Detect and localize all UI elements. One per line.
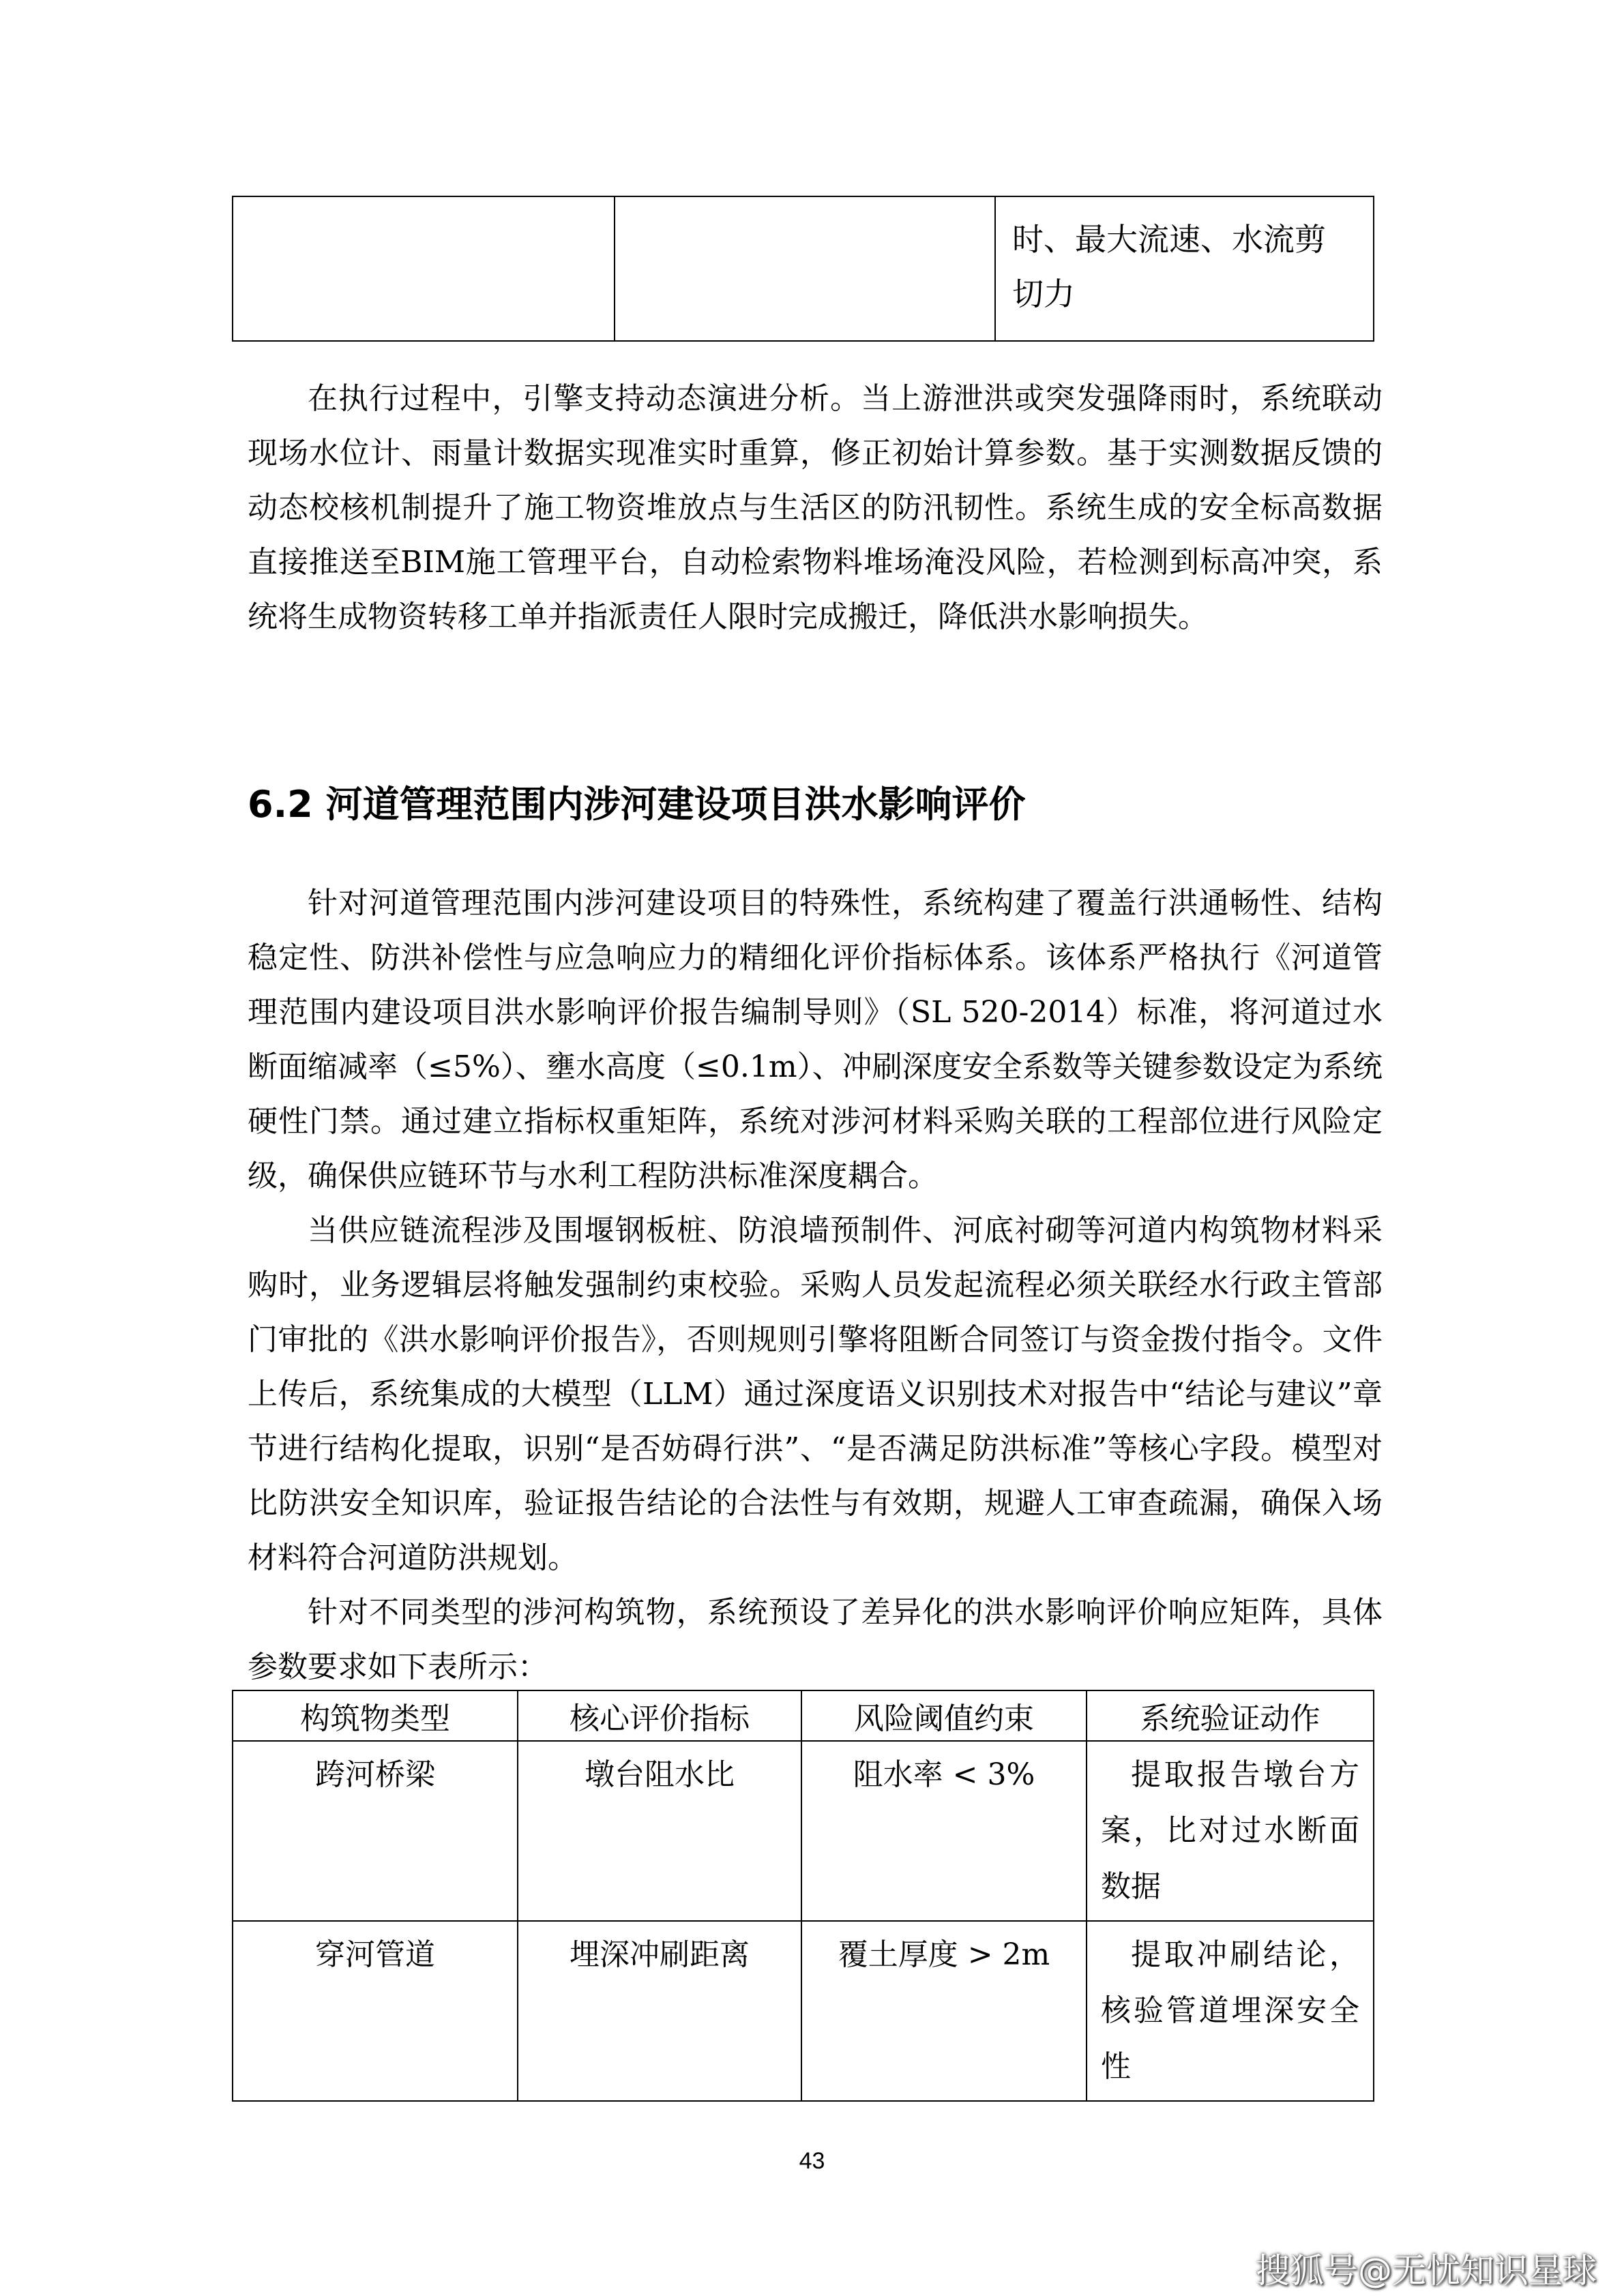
table-header-row [233,1690,1374,1741]
table-cell: 覆土厚度 > 2m [801,1921,1087,2101]
column-header: 风险阈值约束 [801,1690,1087,1741]
paragraph: 当供应链流程涉及围堰钢板桩、防浪墙预制件、河底衬砌等河道内构筑物材料采购时，业务逻辑层将触发强制约束校验。采购人员发起流程必须关联经水行政主管部门审批的《洪水影响评价报告》，否则规则引擎将阻断合同签订与资金拨付指令。文件上传后，系统集成的大模型（LLM）通过深度语义识别技术对报告中“结论与建议”章节进行结构化提取，识别“是否妨碍行洪”、“是否满足防洪标准”等核心字段。模型对比防洪安全知识库，验证报告结论的合法性与有效期，规避人工审查疏漏，确保入场材料符合河道防洪规划。 [248,1213,1383,1575]
table-row [233,196,1374,341]
table-cell: 跨河桥梁 [233,1741,518,1921]
continuation-table [232,196,1374,342]
table-cell: 穿河管道 [233,1921,518,2101]
paragraph: 在执行过程中，引擎支持动态演进分析。当上游泄洪或突发强降雨时，系统联动现场水位计、雨量计数据实现准实时重算，修正初始计算参数。基于实测数据反馈的动态校核机制提升了施工物资堆放点与生活区的防汛韧性。系统生成的安全标高数据直接推送至BIM施工管理平台，自动检索物料堆场淹没风险，若检测到标高冲突，系统将生成物资转移工单并指派责任人限时完成搬迁，降低洪水影响损失。 [248,381,1383,634]
table-cell: 提取冲刷结论，核验管道埋深安全性 [1087,1921,1374,2101]
column-header: 核心评价指标 [518,1690,801,1741]
table-row [233,1741,1374,1921]
table-cell: 阻水率 < 3% [801,1741,1087,1921]
column-header: 系统验证动作 [1087,1690,1374,1741]
section-heading: 6.2 河道管理范围内涉河建设项目洪水影响评价 [248,783,1026,826]
table-cell: 提取报告墩台方案，比对过水断面数据 [1087,1741,1374,1921]
table-cell [615,196,995,341]
page-number: 43 [799,2148,825,2174]
parameter-table [232,1690,1374,2102]
paragraph: 针对不同类型的涉河构筑物，系统预设了差异化的洪水影响评价响应矩阵，具体参数要求如下表所示： [248,1595,1383,1684]
table-cell: 时、最大流速、水流剪切力 [995,196,1374,341]
table-cell: 墩台阻水比 [518,1741,801,1921]
column-header: 构筑物类型 [233,1690,518,1741]
table-cell: 埋深冲刷距离 [518,1921,801,2101]
table-cell [233,196,615,341]
table-row [233,1921,1374,2101]
watermark: 搜狐号@无忧知识星球 [1256,2251,1597,2291]
paragraph: 针对河道管理范围内涉河建设项目的特殊性，系统构建了覆盖行洪通畅性、结构稳定性、防洪补偿性与应急响应力的精细化评价指标体系。该体系严格执行《河道管理范围内建设项目洪水影响评价报告编制导则》（SL 520-2014）标准，将河道过水断面缩减率（≤5%）、壅水高度（≤0.1m）、冲刷深度安全系数等关键参数设定为系统硬性门禁。通过建立指标权重矩阵，系统对涉河材料采购关联的工程部位进行风险定级，确保供应链环节与水利工程防洪标准深度耦合。 [248,886,1383,1193]
